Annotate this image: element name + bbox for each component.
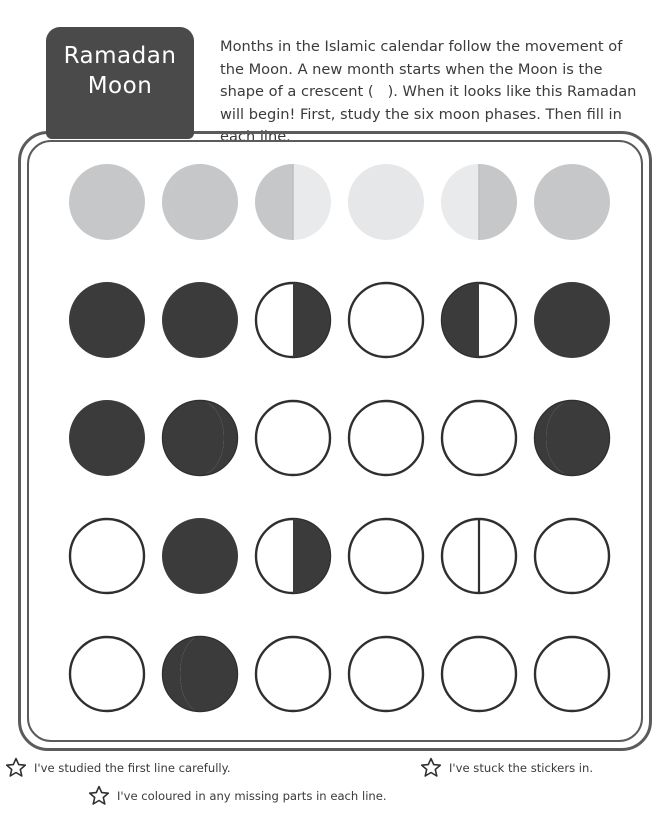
moon-half-right-dark: [254, 517, 332, 595]
checklist-label: I've studied the first line carefully.: [34, 760, 231, 775]
moon-waxing-crescent-dark: [533, 399, 611, 477]
moon-cell[interactable]: [153, 281, 246, 359]
moon-new-light: [347, 163, 425, 241]
moon-half-left-dark: [440, 281, 518, 359]
checklist-item-studied-first-line[interactable]: [5, 757, 231, 778]
star-checkbox-icon[interactable]: [5, 757, 27, 778]
moon-cell[interactable]: [339, 163, 432, 241]
moon-cell[interactable]: [153, 635, 246, 713]
moon-cell[interactable]: [525, 281, 618, 359]
moon-cell[interactable]: [525, 399, 618, 477]
moon-half-left-light: [254, 163, 332, 241]
moon-empty-outline: [254, 399, 332, 477]
moon-cell[interactable]: [60, 517, 153, 595]
moon-empty-outline: [440, 399, 518, 477]
moon-row-4: [60, 517, 620, 635]
moon-waning-gibbous-grey: [161, 163, 239, 241]
moon-cell[interactable]: [525, 517, 618, 595]
checklist-item-coloured-missing[interactable]: [88, 785, 387, 806]
moon-cell[interactable]: [60, 281, 153, 359]
moon-empty-outline: [533, 635, 611, 713]
moon-empty-outline: [440, 635, 518, 713]
moon-full-grey: [68, 163, 146, 241]
moon-cell[interactable]: [246, 163, 339, 241]
moon-phase-grid: [60, 163, 620, 753]
star-checkbox-icon[interactable]: [420, 757, 442, 778]
moon-cell[interactable]: [432, 517, 525, 595]
moon-cell[interactable]: [339, 517, 432, 595]
moon-cell[interactable]: [432, 163, 525, 241]
moon-cell[interactable]: [525, 163, 618, 241]
moon-cell[interactable]: [153, 163, 246, 241]
moon-cell[interactable]: [153, 399, 246, 477]
moon-full-dark: [533, 281, 611, 359]
moon-full-dark: [68, 399, 146, 477]
checklist-item-stuck-stickers[interactable]: [420, 757, 593, 778]
page-title-line-1: Ramadan: [63, 43, 177, 69]
crescent-moon-icon: [374, 83, 388, 98]
moon-empty-outline: [347, 517, 425, 595]
moon-cell[interactable]: [246, 399, 339, 477]
moon-cell[interactable]: [246, 281, 339, 359]
moon-full-dark: [68, 281, 146, 359]
moon-full-dark: [161, 517, 239, 595]
moon-outline-with-divider: [440, 517, 518, 595]
moon-cell[interactable]: [153, 517, 246, 595]
moon-row-1: [60, 163, 620, 281]
moon-cell[interactable]: [60, 399, 153, 477]
star-checkbox-icon[interactable]: [88, 785, 110, 806]
moon-cell[interactable]: [60, 163, 153, 241]
moon-cell[interactable]: [339, 635, 432, 713]
moon-full-dark: [161, 281, 239, 359]
moon-cell[interactable]: [246, 635, 339, 713]
moon-row-3: [60, 399, 620, 517]
moon-waning-crescent-dark: [161, 399, 239, 477]
moon-cell[interactable]: [246, 517, 339, 595]
moon-cell[interactable]: [432, 635, 525, 713]
moon-empty-outline: [347, 399, 425, 477]
intro-text-after: ). When it looks like this Ramadan will begin! First, study the six moon phases. Then fill in each line.: [220, 83, 637, 145]
moon-row-2: [60, 281, 620, 399]
moon-empty-outline: [533, 517, 611, 595]
moon-cell[interactable]: [60, 635, 153, 713]
moon-half-right-dark: [254, 281, 332, 359]
intro-text-before: Months in the Islamic calendar follow the movement of the Moon. A new month starts when the Moon is the shape of a crescent (: [220, 38, 623, 100]
moon-empty-outline: [347, 635, 425, 713]
checklist-label: I've stuck the stickers in.: [449, 760, 594, 775]
moon-cell[interactable]: [339, 281, 432, 359]
moon-half-right-grey: [440, 163, 518, 241]
moon-empty-outline: [68, 635, 146, 713]
moon-cell[interactable]: [525, 635, 618, 713]
moon-cell[interactable]: [432, 281, 525, 359]
moon-cell[interactable]: [339, 399, 432, 477]
moon-empty-outline: [68, 517, 146, 595]
moon-cell[interactable]: [432, 399, 525, 477]
page-title-line-2: Moon: [87, 73, 153, 99]
moon-empty-outline: [254, 635, 332, 713]
moon-row-5: [60, 635, 620, 753]
moon-waxing-gibbous-grey: [533, 163, 611, 241]
checklist-label: I've coloured in any missing parts in each line.: [117, 788, 387, 803]
moon-empty-outline: [347, 281, 425, 359]
moon-waning-gibbous-dark: [161, 635, 239, 713]
title-tab: [46, 27, 194, 139]
